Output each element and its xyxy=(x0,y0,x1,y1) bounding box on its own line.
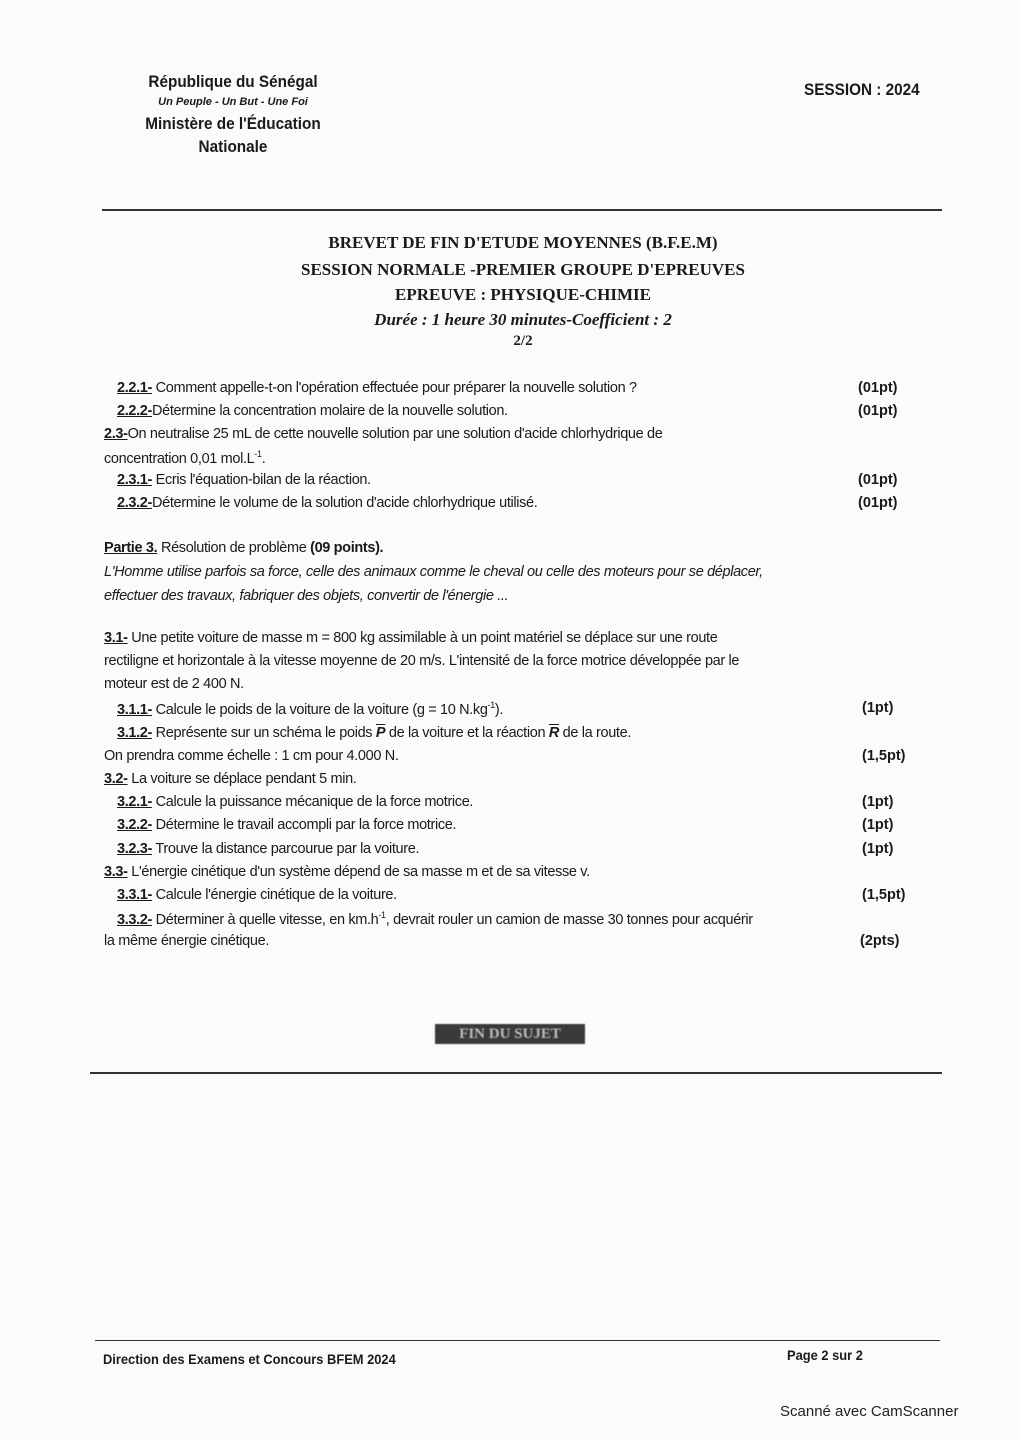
points: (1,5pt) xyxy=(862,887,906,903)
points: (1pt) xyxy=(862,841,894,857)
question-text: ). xyxy=(494,701,504,718)
question-number: 3.3.1- xyxy=(117,887,152,903)
question-3-2-3 xyxy=(117,841,419,857)
ministry-line1: Ministère de l'Éducation xyxy=(145,114,321,133)
question-text: Ecris l'équation-bilan de la réaction. xyxy=(151,472,371,488)
partie-3-heading xyxy=(104,540,383,556)
points: (2pts) xyxy=(860,933,900,949)
question-2-2-2 xyxy=(117,403,508,419)
question-text: Détermine la concentration molaire de la nouvelle solution. xyxy=(151,403,508,419)
question-3-1-1 xyxy=(117,700,503,718)
question-text: On neutralise 25 mL de cette nouvelle solution par une solution d'acide chlorhydrique de xyxy=(127,426,663,442)
national-motto: Un Peuple - Un But - Une Foi xyxy=(158,96,308,108)
question-3-1-cont: rectiligne et horizontale à la vitesse moyenne de 20 m/s. L'intensité de la force motrice développée par le xyxy=(104,653,740,669)
question-text: Une petite voiture de masse m = 800 kg assimilable à un point matériel se déplace sur une route xyxy=(127,630,718,646)
section-title: Résolution de problème xyxy=(157,540,311,556)
question-number: 2.2.2- xyxy=(117,403,152,419)
question-3-3-2-cont: la même énergie cinétique. xyxy=(104,933,269,949)
page-fraction: 2/2 xyxy=(513,333,533,349)
question-3-3-2 xyxy=(117,910,753,928)
points: (1pt) xyxy=(862,817,894,833)
question-3-3-1 xyxy=(117,887,397,903)
superscript: -1 xyxy=(254,449,262,459)
question-text: Trouve la distance parcourue par la voiture. xyxy=(151,841,420,857)
divider xyxy=(102,209,942,211)
footer-page-number: Page 2 sur 2 xyxy=(787,1347,863,1363)
question-number: 3.3.2- xyxy=(117,911,152,928)
question-text: Détermine le volume de la solution d'acide chlorhydrique utilisé. xyxy=(151,495,538,511)
question-number: 3.2.1- xyxy=(117,794,152,810)
question-text: Calcule l'énergie cinétique de la voiture. xyxy=(151,887,397,903)
question-text: , devrait rouler un camion de masse 30 tonnes pour acquérir xyxy=(385,911,753,928)
question-3-1 xyxy=(104,630,717,646)
question-3-2 xyxy=(104,771,356,787)
question-text: Détermine le travail accompli par la force motrice. xyxy=(151,817,457,833)
question-text: Calcule le poids de la voiture de la voiture (g = 10 N.kg xyxy=(151,701,488,718)
ministry-line2: Nationale xyxy=(198,137,268,156)
points: (01pt) xyxy=(858,472,898,488)
points: (01pt) xyxy=(858,403,898,419)
superscript: -1 xyxy=(378,910,386,920)
question-text: . xyxy=(261,450,266,467)
question-number: 3.1.2- xyxy=(117,725,152,741)
question-number: 2.2.1- xyxy=(117,380,152,396)
question-text: Comment appelle-t-on l'opération effectuée pour préparer la nouvelle solution ? xyxy=(151,380,637,396)
vector-p: $\overline{P}$ xyxy=(375,725,386,741)
question-2-2-1 xyxy=(117,380,637,396)
session-label: SESSION : 2024 xyxy=(804,80,920,99)
scanner-watermark: Scanné avec CamScanner xyxy=(780,1403,959,1420)
points: (01pt) xyxy=(858,495,898,511)
question-text: Calcule la puissance mécanique de la force motrice. xyxy=(151,794,474,810)
question-number: 3.1.1- xyxy=(117,701,152,718)
points: (1pt) xyxy=(862,794,894,810)
question-number: 3.2- xyxy=(104,771,128,787)
end-of-subject-label: FIN DU SUJET xyxy=(435,1024,585,1044)
question-text: Représente sur un schéma le poids xyxy=(151,725,376,741)
partie-3-intro2: effectuer des travaux, fabriquer des objets, convertir de l'énergie ... xyxy=(104,588,509,604)
question-3-1-cont2: moteur est de 2 400 N. xyxy=(104,676,244,692)
question-2-3-2 xyxy=(117,495,537,511)
question-text: concentration 0,01 mol.L xyxy=(104,450,255,467)
divider xyxy=(90,1072,942,1074)
points: (01pt) xyxy=(858,380,898,396)
footer-left: Direction des Examens et Concours BFEM 2024 xyxy=(103,1351,396,1367)
question-number: 2.3.2- xyxy=(117,495,152,511)
question-number: 3.3- xyxy=(104,864,128,880)
question-3-3 xyxy=(104,864,590,880)
question-2-3 xyxy=(104,426,662,442)
question-text: de la route. xyxy=(558,725,631,741)
question-3-2-2 xyxy=(117,817,456,833)
points: (1,5pt) xyxy=(862,748,906,764)
section-number: Partie 3. xyxy=(104,540,158,556)
question-text: La voiture se déplace pendant 5 min. xyxy=(127,771,357,787)
partie-3-intro1: L'Homme utilise parfois sa force, celle des animaux comme le cheval ou celle des moteurs pour se déplacer, xyxy=(104,564,763,580)
question-3-2-1 xyxy=(117,794,473,810)
country-name: République du Sénégal xyxy=(148,72,318,91)
points: (1pt) xyxy=(862,700,894,716)
question-3-1-2 xyxy=(117,725,631,741)
question-number: 2.3- xyxy=(104,426,128,442)
question-2-3-1 xyxy=(117,472,371,488)
question-number: 3.2.3- xyxy=(117,841,152,857)
footer-divider xyxy=(95,1340,940,1341)
title-line2: SESSION NORMALE -PREMIER GROUPE D'EPREUVES xyxy=(301,260,745,279)
question-3-1-2-cont: On prendra comme échelle : 1 cm pour 4.000 N. xyxy=(104,748,399,764)
title-duration: Durée : 1 heure 30 minutes-Coefficient : 2 xyxy=(374,310,672,329)
question-text: de la voiture et la réaction xyxy=(385,725,549,741)
question-number: 3.2.2- xyxy=(117,817,152,833)
title-line1: BREVET DE FIN D'ETUDE MOYENNES (B.F.E.M) xyxy=(328,233,718,252)
section-points: (09 points). xyxy=(310,540,384,556)
superscript: -1 xyxy=(487,700,495,710)
question-number: 2.3.1- xyxy=(117,472,152,488)
title-line3: EPREUVE : PHYSIQUE-CHIMIE xyxy=(395,285,651,304)
question-text: L'énergie cinétique d'un système dépend de sa masse m et de sa vitesse v. xyxy=(127,864,590,880)
question-2-3-cont xyxy=(104,449,265,467)
question-number: 3.1- xyxy=(104,630,128,646)
question-text: Déterminer à quelle vitesse, en km.h xyxy=(151,911,379,928)
vector-r: $\overline{R}$ xyxy=(548,725,559,741)
